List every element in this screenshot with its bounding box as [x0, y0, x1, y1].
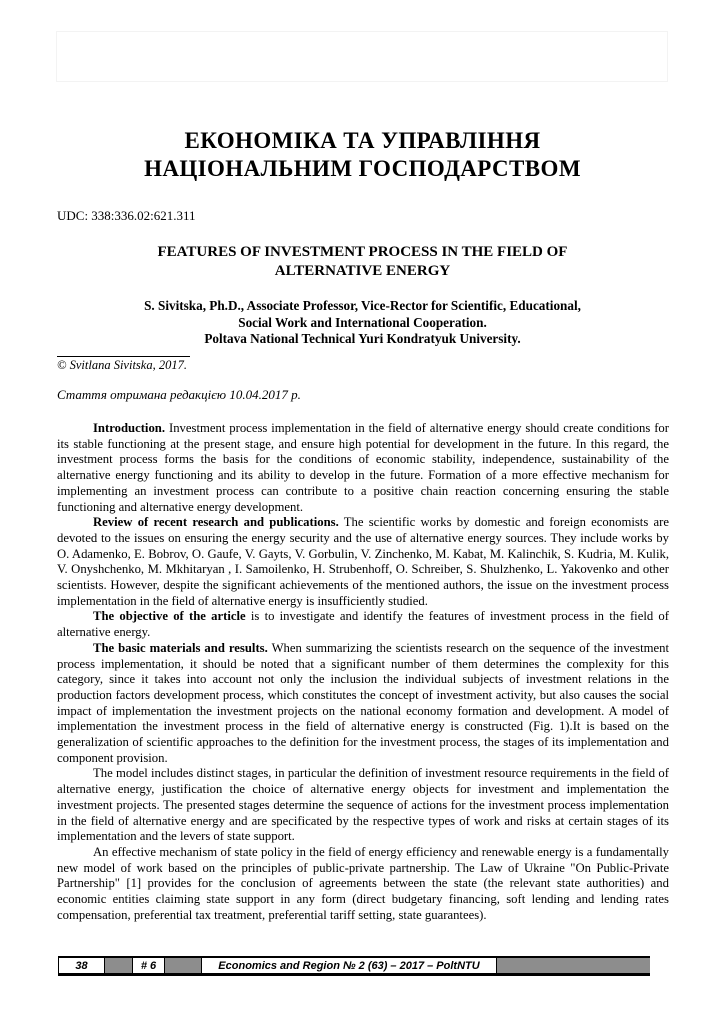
paragraph-text: The model includes distinct stages, in particular the definition of investment resource requirements in the field of alternative energy, justification the choice of alternative energy objects for investment and implementation the investment projects. The presented stages determine the sequence of actions for the investment process implementation in the field of alternative energy and are specificated by the respective types of work and risks at certain stages of its implementation and the levers of state support.	[57, 766, 669, 844]
paragraph-introduction	[57, 421, 669, 515]
paragraph-text: is to investigate and identify the features of investment process in the field of alternative energy.	[57, 609, 669, 640]
article-title-line2: ALTERNATIVE ENERGY	[274, 262, 451, 279]
section-title-line2: НАЦІОНАЛЬНИМ ГОСПОДАРСТВОМ	[144, 156, 581, 181]
header-placeholder-box	[56, 31, 668, 82]
paragraph-lead: Introduction.	[93, 421, 166, 435]
section-title-line1: ЕКОНОМІКА ТА УПРАВЛІННЯ	[184, 128, 541, 153]
paragraph-text: When summarizing the scientists research on the sequence of the investment process implementation, it should be noted that a significant number of them determines the complexity for this category, since it takes into account not only the inclusion the individual subjects of investment relations in the production factors development process, which constitutes the concept of investment activity, but also causes the social impact of implementation the investment projects on the national economy formation and development. A model of implementation the investment process in the field of alternative energy is constructed (Fig. 1).It is based on the generalization of scientific approaches to the definition for the investment process, the stages of its implementation and component provision.	[57, 640, 670, 765]
paragraph-objective	[57, 609, 669, 640]
footer-journal-title: Economics and Region № 2 (63) – 2017 – PoltNTU	[201, 958, 497, 973]
footer-spacer-2	[165, 958, 201, 973]
footer-page-number: 38	[58, 958, 105, 973]
article-title-line1: FEATURES OF INVESTMENT PROCESS IN THE FIELD OF	[157, 244, 568, 260]
section-title	[57, 127, 668, 183]
paragraph-lead: The basic materials and results.	[93, 640, 268, 655]
author-line-2: Social Work and International Cooperation.	[238, 314, 487, 330]
paragraph-state-policy	[57, 845, 669, 924]
footer-spacer-3	[497, 958, 650, 973]
author-line-1: S. Sivitska, Ph.D., Associate Professor, Vice-Rector for Scientific, Educational,	[144, 298, 581, 313]
paragraph-lead: Review of recent research and publications.	[93, 515, 339, 530]
copyright-divider-line	[57, 356, 190, 357]
author-line-3: Poltava National Technical Yuri Kondratyuk University.	[204, 331, 521, 346]
paragraph-lead: The objective of the article	[93, 609, 246, 624]
received-date-note: Стаття отримана редакцією 10.04.2017 р.	[57, 387, 301, 402]
paragraph-text: An effective mechanism of state policy in the field of energy efficiency and renewable energy is a fundamentally new model of work based on the principles of public-private partnership. The Law of Ukraine "On Public-Private Partnership" [1] provides for the conclusion of agreements between the state (the relevant state authorities) and economic entities claiming state support in any form (direct budgetary financing, soft lending and lending rates compensation, preferential tax treatment, preferential tariff setting, state guarantees).	[57, 844, 669, 922]
article-body	[57, 421, 669, 924]
footer-issue-number: # 6	[132, 958, 165, 973]
author-block	[57, 298, 668, 348]
paragraph-review	[57, 515, 669, 609]
footer-spacer-1	[105, 958, 132, 973]
footer-bar	[58, 956, 650, 976]
paragraph-model-stages	[57, 766, 669, 845]
paragraph-basic-materials	[57, 641, 669, 767]
copyright-note: © Svitlana Sivitska, 2017.	[57, 358, 187, 372]
udc-code: UDC: 338:336.02:621.311	[57, 208, 196, 223]
article-title	[57, 243, 668, 280]
paragraph-text: Investment process implementation in the field of alternative energy should create conditions for its stable functioning at the present stage, and ensure high potential for development in the future. In this regard, the investment process forms the basis for the conditions of economic stability, independence, sustainability of the alternative energy functioning and its ability to develop in the future. Formation of a more effective mechanism for implementing an investment process can contribute to a positive chain reaction concerning ensuring the stable functioning and alternative energy development.	[57, 421, 669, 514]
paragraph-text: The scientific works by domestic and foreign economists are devoted to the issues on ensuring the energy security and the use of alternative energy sources. They include works by O. Adamenko, E. Bobrov, O. Gaufe, V. Gayts, V. Gorbulin, V. Zinchenko, M. Kabat, M. Kalinchik, S. Kudria, M. Kulik, V. Onyshchenko, M. Mkhitaryan , I. Samoilenko, H. Strubenhoff, O. Schreiber, S. Shulzhenko, L. Yakovenko and other scientists. However, despite the significant achievements of the mentioned authors, the issue on the investment process implementation in the field of alternative energy is insufficiently studied.	[57, 515, 669, 608]
